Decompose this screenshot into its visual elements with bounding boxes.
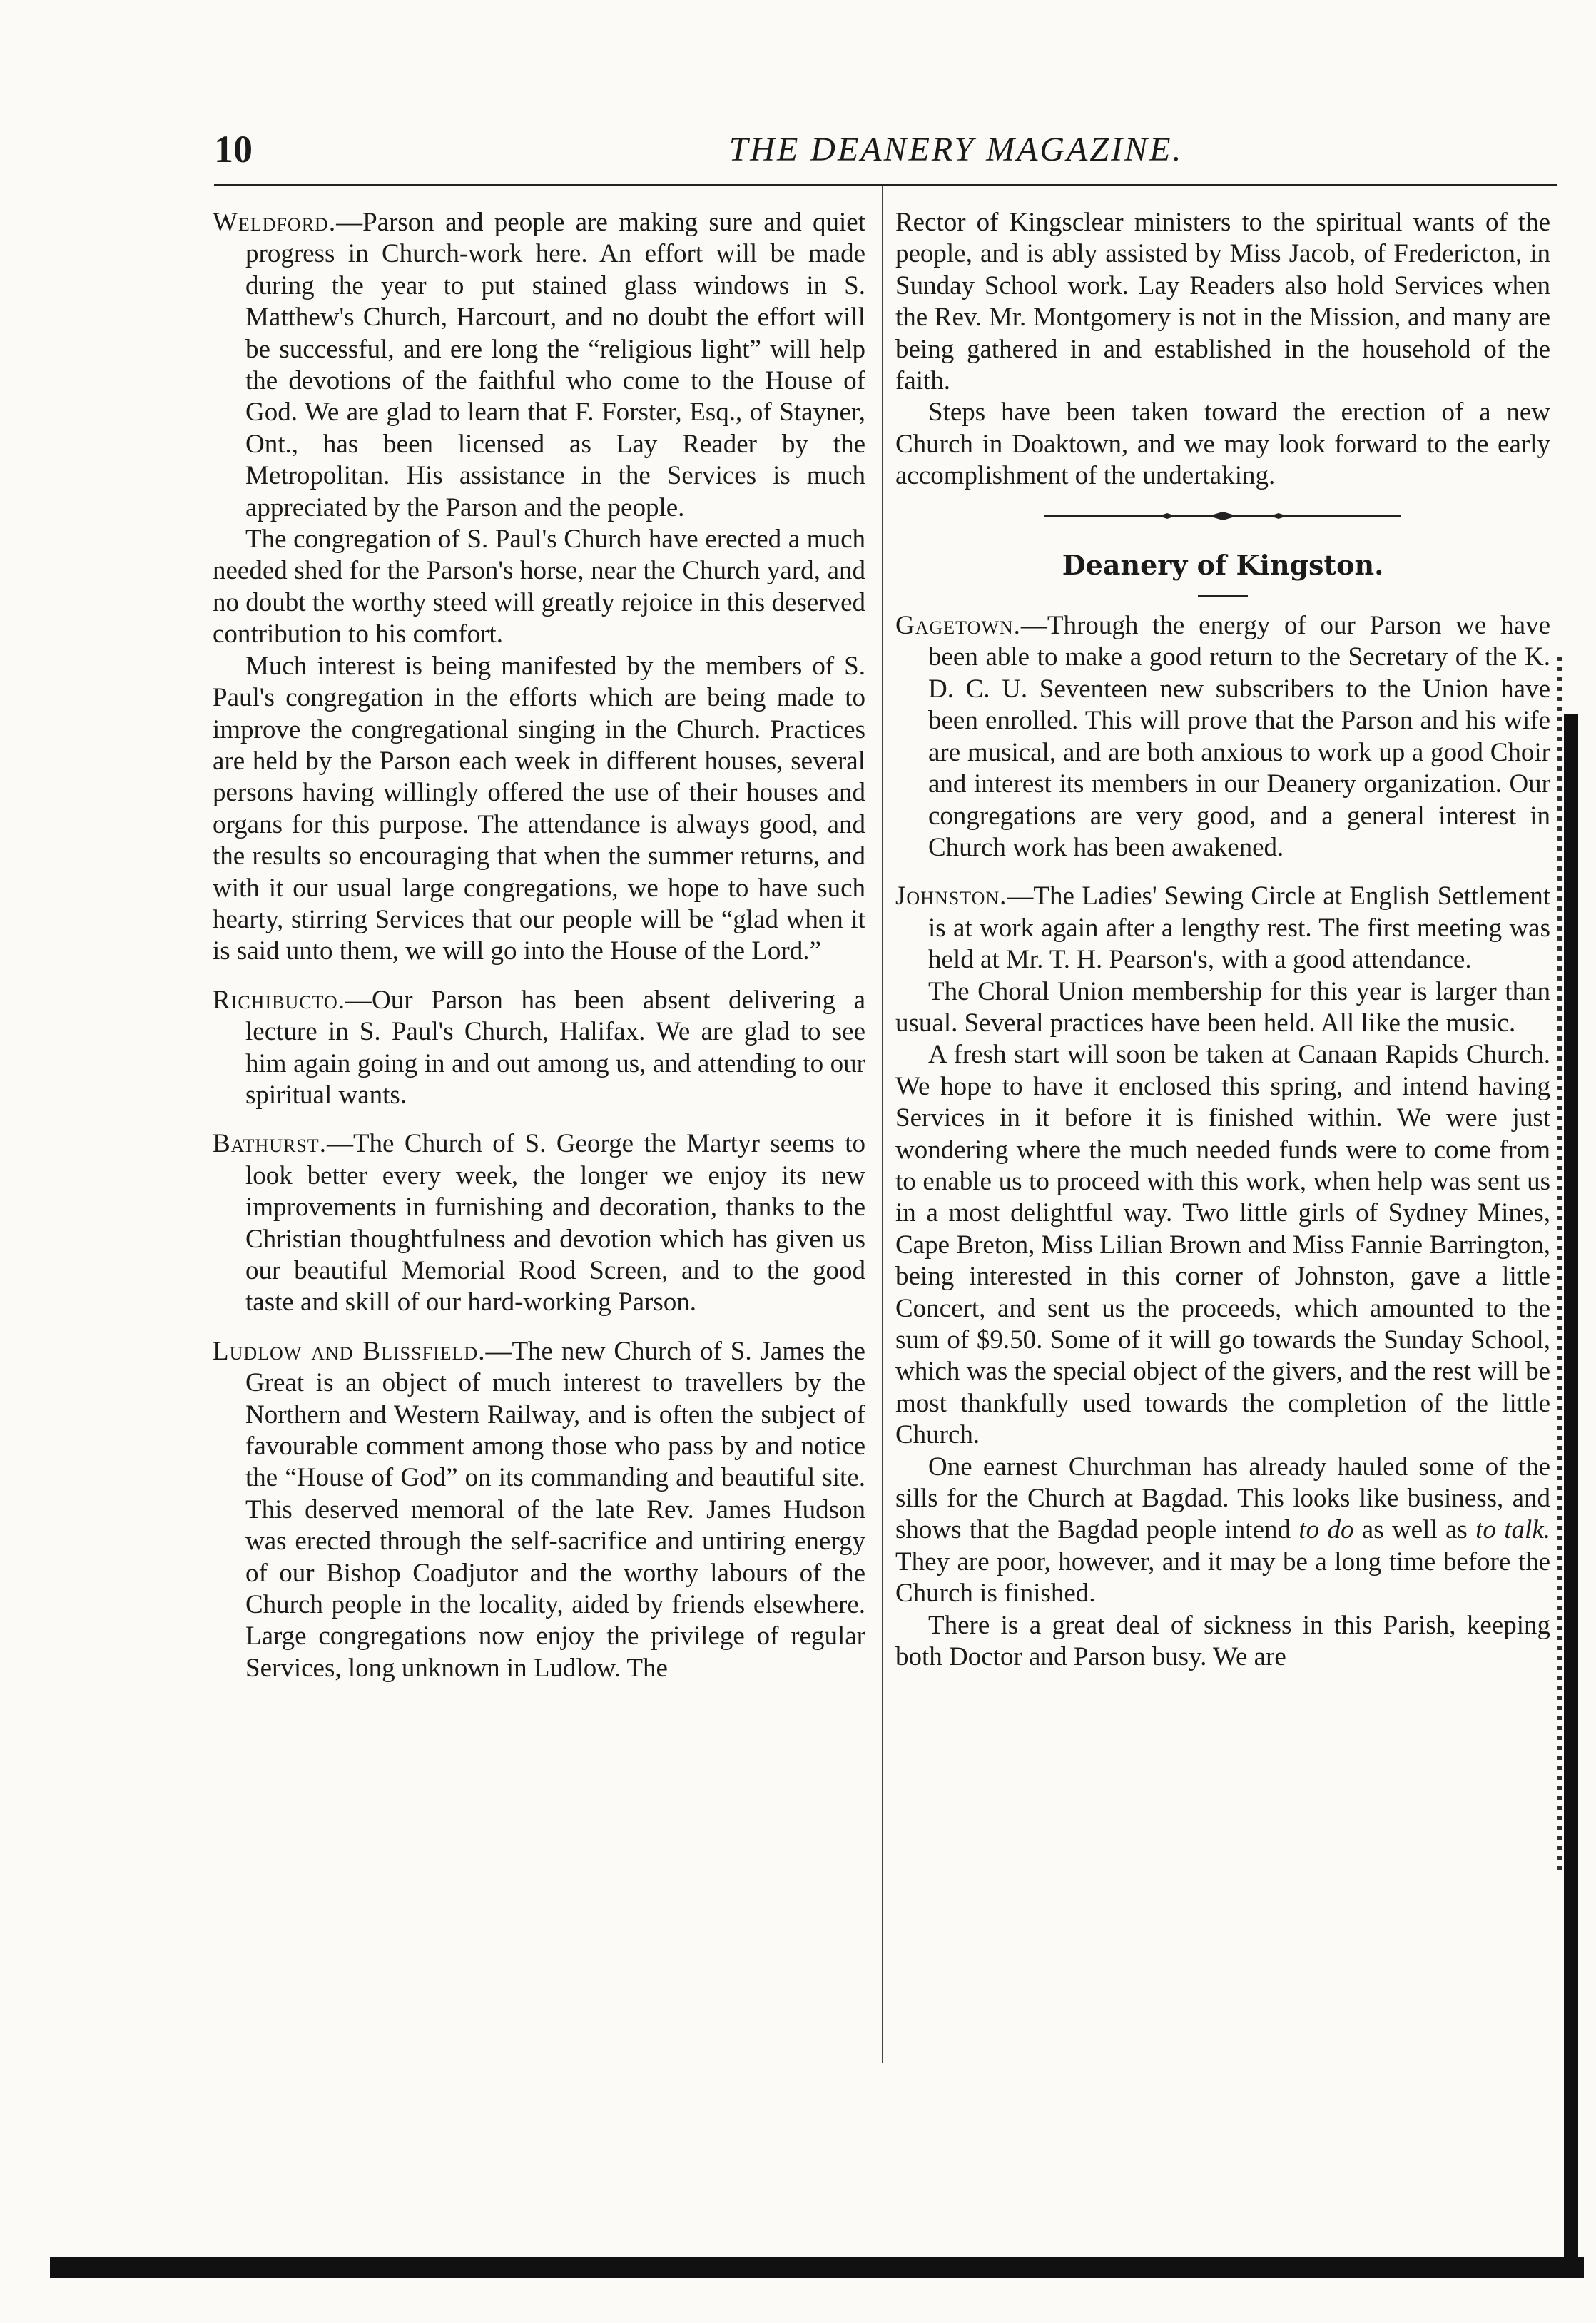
heading-rule (1198, 595, 1248, 597)
entry-text: —The Church of S. George the Martyr seems to look better every week, the longer we enjoy its new improvements in furnishing and decoration, thanks to the Christian thoughtfulness and devotion which has given us our beautiful Memorial Rood Screen, and to the good taste and skill of our hard-working Parson. (245, 1129, 865, 1317)
left-column (213, 207, 865, 1684)
page-header (214, 127, 1555, 177)
entry-ludlow (213, 1336, 865, 1684)
entry-text: —Parson and people are making sure and quiet progress in Church-work here. An effort will be made during the year to put stained glass windows in S. Matthew's Church, Harcourt, and no doubt the effort will be successful, and ere long the “religious light” will help the devotions of the faithful who come to the House of God. We are glad to learn that F. Forster, Esq., of Stayner, Ont., has been licensed as Lay Reader by the Metropolitan. His assistance in the Services is much appreciated by the Parson and the people. (245, 208, 865, 522)
bagdad-italic-talk: to talk. (1475, 1515, 1551, 1545)
ornament-divider (1044, 511, 1401, 521)
entry-text: —Through the energy of our Parson we have been able to make a good return to the Secretary of the K. D. C. U. Seventeen new subscribers to the Union have been enrolled. This will prove that the Parson and his wife are musical, and are both anxious to work up a good Choir and interest its members in our Deanery organization. Our congregations are very good, and a general interest in Church work has been awakened. (928, 611, 1550, 862)
entry-lead: Gagetown. (895, 611, 1021, 641)
page-edge-shadow (1557, 657, 1562, 1870)
entry-bathurst (213, 1128, 865, 1318)
section-heading: Deanery of Kingston. (1062, 548, 1384, 581)
entry-lead: Richibucto. (213, 985, 346, 1015)
entry-lead: Johnston. (895, 881, 1007, 911)
entry-johnston (895, 881, 1550, 976)
magazine-title: THE DEANERY MAGAZINE. (728, 131, 1184, 168)
paragraph-sickness: There is a great deal of sickness in this Parish, keeping both Doctor and Parson busy. We are (895, 1610, 1550, 1672)
entry-text: —Our Parson has been absent delivering a lecture in S. Paul's Church, Halifax. We are glad to see him again going in and out among us, and attending to our spiritual wants. (245, 985, 865, 1110)
bagdad-italic-do: to do (1298, 1515, 1354, 1545)
entry-lead: Bathurst. (213, 1129, 327, 1159)
page-number: 10 (214, 128, 253, 171)
paragraph-singing: Much interest is being manifested by the members of S. Paul's congregation in the efforts which are being made to improve the congregational singing in the Church. Practices are held by the Parson each week in different houses, several persons having willingly offered the use of their houses and organs for this purpose. The attendance is always good, and the results so encouraging that when the summer returns, and with it our usual large congregations, we hope to have such hearty, stirring Services that our people will be “glad when it is said unto them, we will go into the House of the Lord.” (213, 651, 865, 966)
bagdad-text-2: as well as (1353, 1515, 1476, 1545)
paragraph-bagdad (895, 1452, 1550, 1610)
entry-lead: Weldford. (213, 208, 337, 237)
paragraph-shed: The congregation of S. Paul's Church have erected a much needed shed for the Parson's horse, near the Church yard, and no doubt the worthy steed will greatly rejoice in this deserved contribution to his comfort. (213, 525, 865, 649)
entry-lead: Ludlow and Blissfield. (213, 1336, 486, 1366)
entry-weldford (213, 207, 865, 524)
column-divider (882, 186, 883, 2063)
bagdad-text-1: One earnest Churchman has already hauled some of the sills for the Church at Bagdad. This looks like business, and shows that the Bagdad people intend (895, 1452, 1550, 1545)
right-column (895, 207, 1550, 1673)
bagdad-text-3: They are poor, however, and it may be a long time before the Church is finished. (895, 1547, 1550, 1609)
bottom-edge-bar (50, 2257, 1584, 2278)
entry-gagetown (895, 610, 1550, 864)
entry-richibucto (213, 985, 865, 1112)
continuation-paragraph: Rector of Kingsclear ministers to the spiritual wants of the people, and is ably assisted by Miss Jacob, of Fredericton, in Sunday School work. Lay Readers also hold Services when the Rev. Mr. Montgomery is not in the Mission, and many are being gathered in and established in the household of the faith. (895, 208, 1550, 396)
paragraph-choral-union: The Choral Union membership for this year is larger than usual. Several practices have been held. All like the music. (895, 976, 1550, 1038)
page-edge-binding (1564, 714, 1578, 2262)
entry-text: —The new Church of S. James the Great is an object of much interest to travellers by the Northern and Western Railway, and is often the subject of favourable comment among those who pass by and notice the “House of God” on its commanding and beautiful site. This deserved memoral of the late Rev. James Hudson was erected through the self-sacrifice and untiring energy of our Bishop Coadjutor and the worthy labours of the Church people in the locality, aided by friends elsewhere. Large congregations now enjoy the privilege of regular Services, long unknown in Ludlow. The (245, 1336, 865, 1683)
entry-text: —The Ladies' Sewing Circle at English Settlement is at work again after a lengthy rest. The first meeting was held at Mr. T. H. Pearson's, with a good attendance. (928, 881, 1550, 975)
paragraph-doaktown: Steps have been taken toward the erection of a new Church in Doaktown, and we may look forward to the early accomplishment of the undertaking. (895, 398, 1550, 491)
header-rule (214, 184, 1557, 186)
paragraph-canaan-rapids: A fresh start will soon be taken at Canaan Rapids Church. We hope to have it enclosed this spring, and intend having Services in it before it is finished within. We were just wondering where the much needed funds were to come from to enable us to proceed with this work, when help was sent us in a most delightful way. Two little girls of Sydney Mines, Cape Breton, Miss Lilian Brown and Miss Fannie Barrington, being interested in this corner of Johnston, gave a little Concert, and sent us the proceeds, which amounted to the sum of $9.50. Some of it will go towards the Sunday School, which was the special object of the givers, and the rest will be most thankfully used towards the completion of the little Church. (895, 1040, 1550, 1450)
